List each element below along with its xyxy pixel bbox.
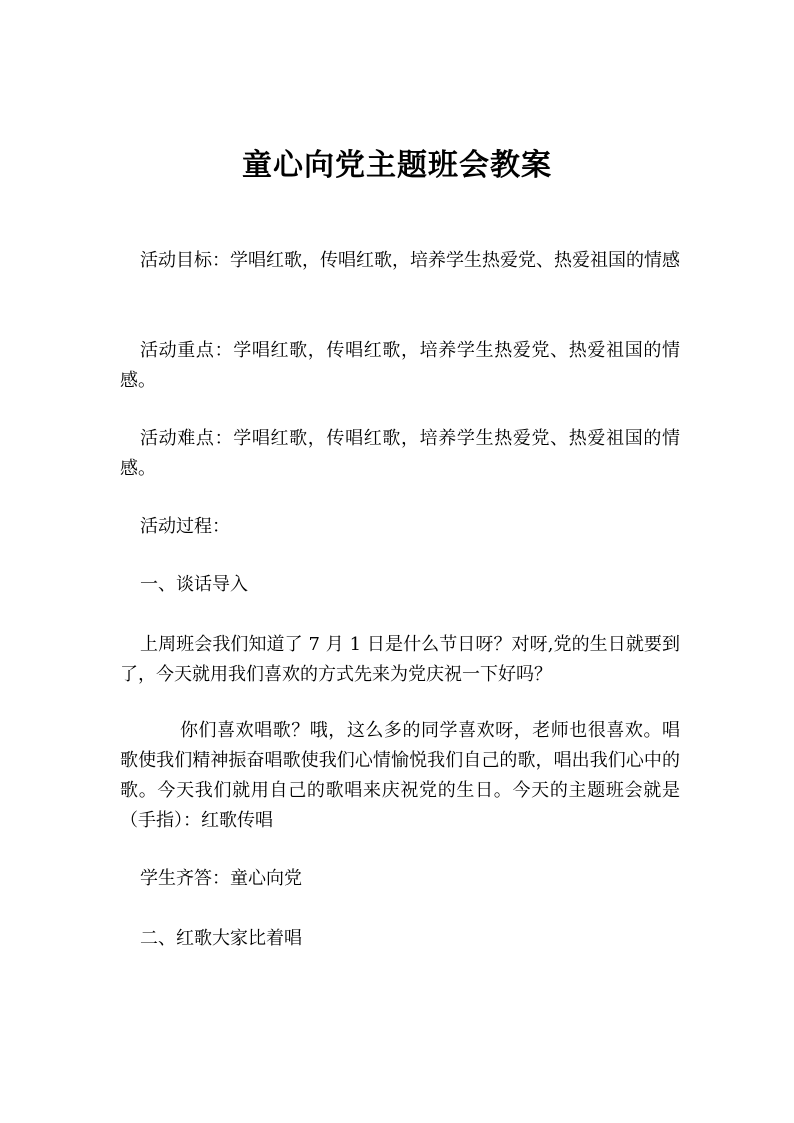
paragraph-activity-process: 活动过程： [140, 516, 230, 537]
paragraph-activity-difficulty: 活动难点：学唱红歌，传唱红歌，培养学生热爱党、热爱祖国的情感。 [120, 428, 680, 479]
section-heading-intro: 一、谈话导入 [140, 574, 248, 595]
paragraph-student-answer: 学生齐答：童心向党 [140, 868, 302, 889]
paragraph-activity-goal: 活动目标：学唱红歌，传唱红歌，培养学生热爱党、热爱祖国的情感 [140, 250, 680, 271]
section-heading-red-songs: 二、红歌大家比着唱 [140, 928, 302, 949]
paragraph-intro-question: 上周班会我们知道了 7 月 1 日是什么节日呀？对呀,党的生日就要到了，今天就用我们喜欢的方式先来为党庆祝一下好吗？ [120, 634, 680, 685]
paragraph-activity-focus: 活动重点：学唱红歌，传唱红歌，培养学生热爱党、热爱祖国的情感。 [120, 340, 680, 391]
paragraph-singing-talk: 你们喜欢唱歌？哦，这么多的同学喜欢呀，老师也很喜欢。唱歌使我们精神振奋唱歌使我们心情愉悦我们自己的歌，唱出我们心中的歌。今天我们就用自己的歌唱来庆祝党的生日。今天的主题班会就是（手指）：红歌传唱 [120, 720, 680, 831]
document-title: 童心向党主题班会教案 [242, 148, 552, 183]
